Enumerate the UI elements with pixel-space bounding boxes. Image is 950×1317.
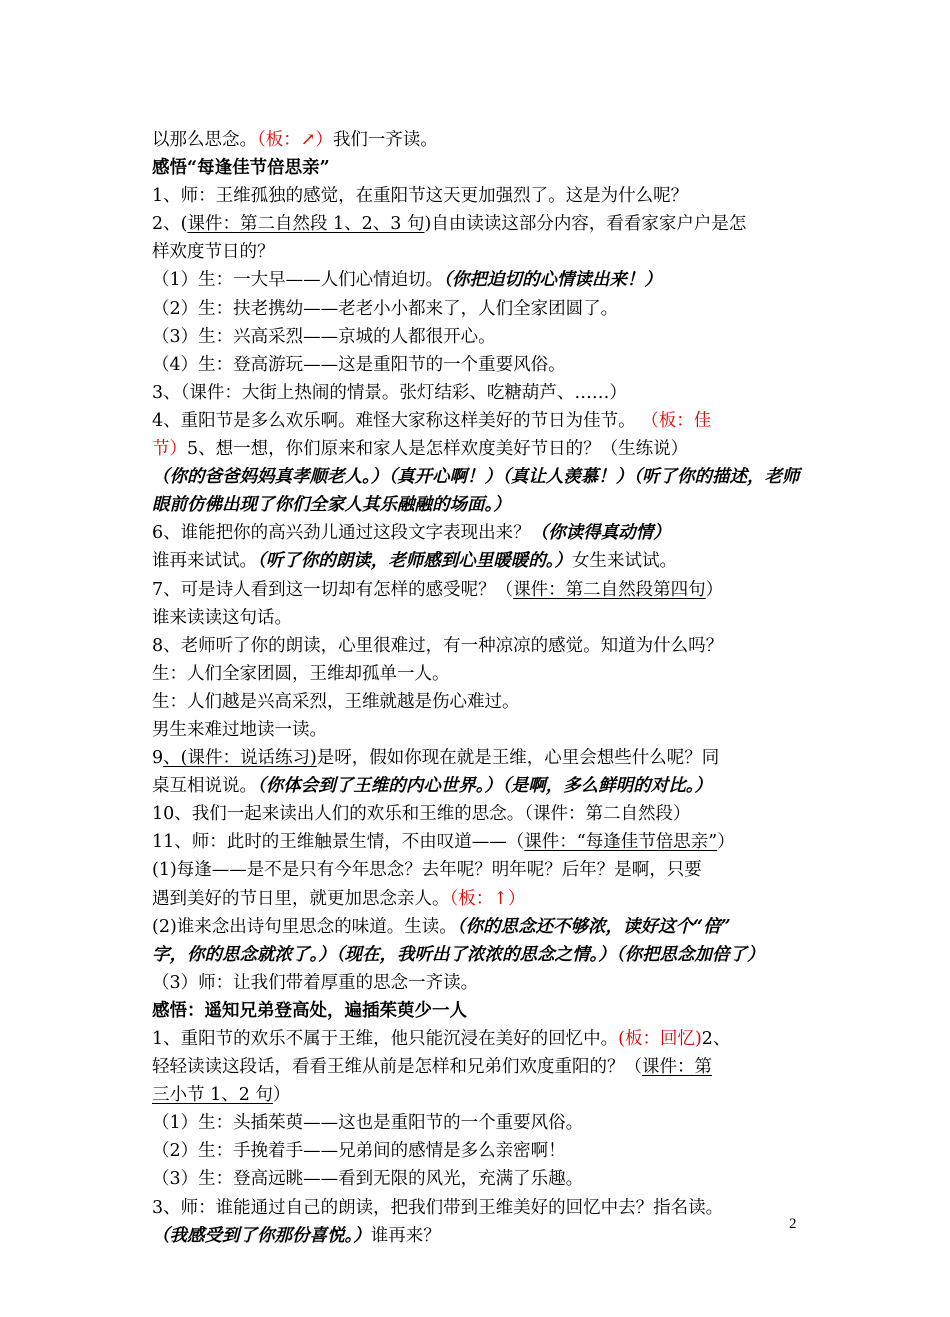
text-segment: 生：人们越是兴高采烈，王维就越是伤心难过。 (152, 691, 520, 712)
text-segment: （4）生：登高游玩——这是重阳节的一个重要风俗。 (152, 354, 566, 375)
text-segment: 5、想一想，你们原来和家人是怎样欢度美好节日的？（生练说） (187, 439, 689, 460)
text-segment: 样欢度节日的？ (152, 242, 275, 263)
teacher-comment: （你的思念还不够浓，读好这个“倍” (456, 916, 731, 937)
text-segment: 3、（课件：大街上热闹的情景。张灯结彩、吃糖葫芦、……） (152, 382, 627, 403)
text-line (152, 716, 812, 744)
text-line (152, 885, 812, 913)
text-segment: 我们一齐读。 (332, 130, 438, 150)
text-line (152, 407, 812, 435)
text-segment: 7、可是诗人看到这一切却有怎样的感受呢？（ (152, 579, 514, 600)
courseware-ref: 课件：第 (642, 1057, 712, 1078)
text-line (152, 772, 812, 800)
text-line (152, 435, 812, 463)
section-heading: 感悟：遥知兄弟登高处，遍插茱萸少一人 (152, 1000, 467, 1021)
text-segment: (1)每逢——是不是只有今年思念？去年呢？明年呢？后年？是啊，只要 (152, 860, 702, 881)
text-line (152, 182, 812, 210)
page-number: 2 (789, 1216, 797, 1232)
text-line (152, 295, 812, 323)
text-segment: 谁再来？ (370, 1225, 441, 1246)
board-note: (板：回忆) (618, 1029, 702, 1049)
section-heading: 感悟“每逢佳节倍思亲” (152, 158, 330, 179)
text-segment: 谁再来试试。 (152, 551, 257, 572)
text-line (152, 1137, 812, 1165)
text-line (152, 632, 812, 660)
text-segment: 是呀，假如你现在就是王维，心里会想些什么呢？同 (316, 748, 720, 769)
text-line (152, 800, 812, 828)
text-segment: （1）生：一大早——人们心情迫切。 (152, 270, 444, 291)
teacher-comment: （听了你的朗读，老师感到心里暖暖的。） (257, 551, 572, 572)
text-line (152, 379, 812, 407)
courseware-ref: 、(课件：说话练习) (163, 748, 317, 769)
text-line (152, 744, 812, 772)
board-note: （板：↑） (449, 888, 526, 909)
text-segment: 以那么思念。 (152, 130, 257, 150)
text-segment: ） (272, 1085, 291, 1106)
text-segment: 轻轻读读这段话，看看王维从前是怎样和兄弟们欢度重阳的？（ (152, 1057, 642, 1078)
courseware-ref: 课件：“每逢佳节倍思亲” (524, 832, 718, 853)
text-line (152, 1222, 812, 1250)
text-segment: (2)谁来念出诗句里思念的味道。生读。 (152, 916, 457, 937)
text-segment: （3）生：登高远眺——看到无限的风光，充满了乐趣。 (152, 1169, 584, 1190)
text-segment: （2）生：手挽着手——兄弟间的感情是多么亲密啊！ (152, 1141, 566, 1162)
text-line (152, 660, 812, 688)
text-segment: 2、( (152, 214, 188, 235)
text-line (152, 519, 812, 547)
text-line (152, 828, 812, 856)
lesson-text-body (152, 126, 812, 1250)
board-note: （板：↗） (257, 130, 333, 150)
text-line (152, 1165, 812, 1193)
text-line (152, 1109, 812, 1137)
text-line (152, 969, 812, 997)
text-line (152, 323, 812, 351)
text-line (152, 576, 812, 604)
text-segment: 10、我们一起来读出人们的欢乐和王维的思念。（课件：第二自然段） (152, 804, 691, 825)
text-segment: 谁来读读这句话。 (152, 607, 292, 628)
text-segment: ） (717, 832, 735, 853)
text-segment: 9 (152, 748, 164, 769)
teacher-comment: 字，你的思念就浓了。）（现在，我听出了浓浓的思念之情。）（你把思念加倍了） (152, 944, 765, 965)
teacher-comment: （你体会到了王维的内心世界。）（是啊，多么鲜明的对比。） (257, 776, 712, 797)
text-segment: ） (705, 579, 724, 600)
text-line (152, 491, 812, 519)
courseware-ref: 三小节 1、2 句 (152, 1085, 273, 1106)
teacher-comment: （你的爸爸妈妈真孝顺老人。）（真开心啊！）（真让人羡慕！）（听了你的描述，老师 (152, 467, 800, 488)
teacher-comment: 眼前仿佛出现了你们全家人其乐融融的场面。） (152, 495, 511, 516)
text-segment: 1、重阳节的欢乐不属于王维，他只能沉浸在美好的回忆中。 (152, 1029, 619, 1049)
text-line (152, 210, 812, 238)
text-line (152, 351, 812, 379)
courseware-ref: 课件：第二自然段 1、2、3 句 (187, 214, 425, 235)
text-segment: （1）生：头插茱萸——这也是重阳节的一个重要风俗。 (152, 1113, 584, 1134)
board-note: （板：佳 (641, 410, 712, 431)
text-line (152, 1194, 812, 1222)
text-line (152, 941, 812, 969)
text-segment: 8、老师听了你的朗读，心里很难过，有一种凉凉的感觉。知道为什么吗？ (152, 635, 724, 656)
courseware-ref: 课件：第二自然段第四句 (513, 579, 706, 600)
text-segment: 6、谁能把你的高兴劲儿通过这段文字表现出来？ (152, 523, 531, 544)
text-segment: 遇到美好的节日里，就更加思念亲人。 (152, 888, 450, 909)
text-segment: 男生来难过地读一读。 (152, 719, 327, 740)
board-note: 节） (152, 439, 187, 460)
text-line (152, 1053, 812, 1081)
text-segment: 女生来试试。 (572, 551, 677, 572)
text-segment: 1、师：王维孤独的感觉，在重阳节这天更加强烈了。这是为什么呢？ (152, 186, 689, 207)
text-segment: 2、 (701, 1029, 731, 1049)
text-segment: 4、重阳节是多么欢乐啊。难怪大家称这样美好的节日为佳节。 (152, 410, 642, 431)
text-line (152, 1081, 812, 1109)
text-line (152, 266, 812, 294)
text-line (152, 1025, 812, 1053)
text-line (152, 913, 812, 941)
text-segment: )自由读读这部分内容，看看家家户户是怎 (424, 214, 747, 235)
text-segment: 3、师：谁能通过自己的朗读，把我们带到王维美好的回忆中去？指名读。 (152, 1197, 724, 1218)
text-line (152, 688, 812, 716)
text-line (152, 547, 812, 575)
text-segment: 生：人们全家团圆，王维却孤单一人。 (152, 663, 450, 684)
text-segment: 桌互相说说。 (152, 776, 257, 797)
text-segment: （2）生：扶老携幼——老老小小都来了，人们全家团圆了。 (152, 298, 619, 319)
text-segment: （3）师：让我们带着厚重的思念一齐读。 (152, 972, 479, 993)
text-line (152, 238, 812, 266)
teacher-comment: （你读得真动情） (530, 523, 671, 544)
text-line (152, 126, 812, 154)
text-segment: 11、师：此时的王维触景生情，不由叹道——（ (152, 832, 525, 853)
text-segment: （3）生：兴高采烈——京城的人都很开心。 (152, 326, 496, 347)
text-line (152, 604, 812, 632)
text-line (152, 997, 812, 1025)
text-line (152, 463, 812, 491)
teacher-comment: （你把迫切的心情读出来！） (443, 270, 662, 291)
teacher-comment: （我感受到了你那份喜悦。） (152, 1225, 371, 1246)
text-line (152, 856, 812, 884)
text-line (152, 154, 812, 182)
